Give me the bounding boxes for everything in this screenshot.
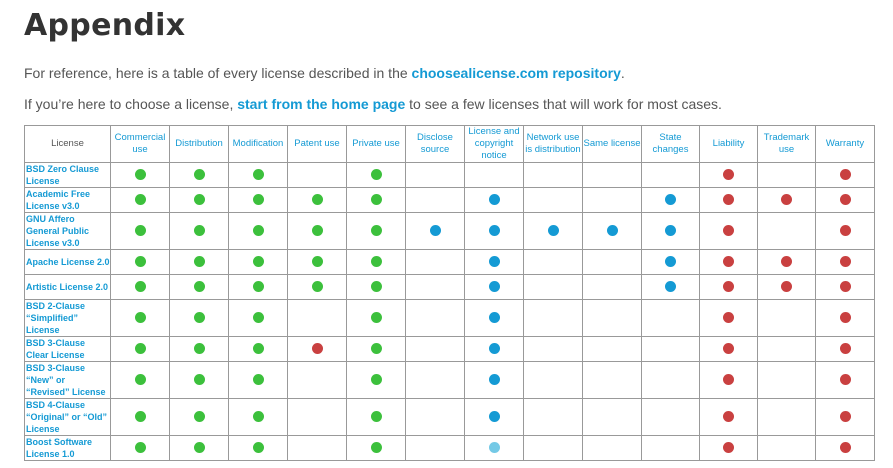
condition-dot-icon — [489, 374, 500, 385]
table-cell-liability — [700, 163, 758, 188]
condition-dot-icon — [665, 256, 676, 267]
table-cell-state-changes — [642, 337, 700, 362]
table-cell-distribution — [170, 188, 229, 213]
table-cell-private-use — [347, 213, 406, 250]
table-cell-patent-use — [288, 163, 347, 188]
table-cell-warranty — [816, 399, 875, 436]
table-cell-same-license — [583, 163, 642, 188]
intro-paragraph-1 — [24, 65, 625, 81]
table-row — [25, 399, 875, 436]
condition-dot-icon — [489, 312, 500, 323]
table-cell-patent-use — [288, 188, 347, 213]
table-cell-patent-use — [288, 362, 347, 399]
table-cell-disclose-source — [406, 362, 465, 399]
permission-dot-icon — [371, 374, 382, 385]
table-cell-state-changes — [642, 188, 700, 213]
limitation-dot-icon — [840, 411, 851, 422]
table-cell-liability — [700, 300, 758, 337]
limitation-dot-icon — [781, 281, 792, 292]
permission-dot-icon — [253, 225, 264, 236]
condition-dot-icon — [489, 225, 500, 236]
permission-dot-icon — [371, 225, 382, 236]
limitation-dot-icon — [723, 169, 734, 180]
table-cell-same-license — [583, 399, 642, 436]
license-name-link[interactable]: BSD 4-Clause “Original” or “Old” License — [25, 399, 111, 436]
table-cell-disclose-source — [406, 250, 465, 275]
license-name-link[interactable]: BSD Zero Clause License — [25, 163, 111, 188]
table-cell-warranty — [816, 300, 875, 337]
limitation-dot-icon — [723, 312, 734, 323]
table-cell-same-license — [583, 188, 642, 213]
table-row — [25, 250, 875, 275]
condition-dot-icon — [430, 225, 441, 236]
permission-dot-icon — [253, 442, 264, 453]
permission-dot-icon — [371, 442, 382, 453]
table-cell-state-changes — [642, 362, 700, 399]
repository-link[interactable]: choosealicense.com repository — [411, 65, 621, 81]
table-row — [25, 163, 875, 188]
home-page-link[interactable]: start from the home page — [237, 96, 406, 112]
table-row — [25, 337, 875, 362]
table-body — [25, 163, 875, 461]
limitation-dot-icon — [723, 281, 734, 292]
table-cell-commercial-use — [111, 436, 170, 461]
table-cell-commercial-use — [111, 300, 170, 337]
table-cell-warranty — [816, 275, 875, 300]
table-cell-same-license — [583, 250, 642, 275]
table-cell-liability — [700, 250, 758, 275]
page-title: Appendix — [24, 8, 186, 43]
table-cell-distribution — [170, 163, 229, 188]
license-name-link[interactable]: BSD 3-Clause Clear License — [25, 337, 111, 362]
table-cell-trademark-use — [758, 275, 816, 300]
column-header-distribution: Distribution — [170, 126, 229, 163]
limitation-dot-icon — [723, 194, 734, 205]
column-header-disclose-source: Disclose source — [406, 126, 465, 163]
license-name-link[interactable]: GNU Affero General Public License v3.0 — [25, 213, 111, 250]
table-cell-license-and-copyright-notice — [465, 399, 524, 436]
table-cell-network-use-is-distribution — [524, 300, 583, 337]
table-cell-trademark-use — [758, 250, 816, 275]
permission-dot-icon — [194, 194, 205, 205]
limitation-dot-icon — [781, 256, 792, 267]
table-cell-private-use — [347, 250, 406, 275]
license-name-link[interactable]: Boost Software License 1.0 — [25, 436, 111, 461]
table-cell-warranty — [816, 436, 875, 461]
table-cell-trademark-use — [758, 300, 816, 337]
column-header-liability: Liability — [700, 126, 758, 163]
permission-dot-icon — [194, 442, 205, 453]
table-cell-liability — [700, 337, 758, 362]
table-cell-network-use-is-distribution — [524, 213, 583, 250]
table-cell-same-license — [583, 362, 642, 399]
table-row — [25, 213, 875, 250]
table-cell-trademark-use — [758, 362, 816, 399]
table-cell-patent-use — [288, 399, 347, 436]
intro-paragraph-2 — [24, 96, 722, 112]
intro-2-end: to see a few licenses that will work for most cases. — [405, 96, 722, 112]
table-cell-license-and-copyright-notice — [465, 300, 524, 337]
table-cell-trademark-use — [758, 436, 816, 461]
table-cell-liability — [700, 362, 758, 399]
table-cell-private-use — [347, 337, 406, 362]
permission-dot-icon — [194, 312, 205, 323]
table-cell-license-and-copyright-notice — [465, 362, 524, 399]
table-cell-network-use-is-distribution — [524, 250, 583, 275]
column-header-commercial-use: Commercial use — [111, 126, 170, 163]
permission-dot-icon — [135, 225, 146, 236]
limitation-dot-icon — [723, 256, 734, 267]
table-cell-network-use-is-distribution — [524, 337, 583, 362]
table-cell-disclose-source — [406, 337, 465, 362]
table-cell-commercial-use — [111, 250, 170, 275]
table-cell-warranty — [816, 250, 875, 275]
table-cell-network-use-is-distribution — [524, 188, 583, 213]
permission-dot-icon — [135, 281, 146, 292]
condition-dot-icon — [489, 411, 500, 422]
table-cell-same-license — [583, 436, 642, 461]
permission-dot-icon — [253, 281, 264, 292]
permission-dot-icon — [194, 343, 205, 354]
permission-dot-icon — [194, 281, 205, 292]
table-cell-modification — [229, 213, 288, 250]
table-cell-warranty — [816, 337, 875, 362]
table-cell-distribution — [170, 337, 229, 362]
table-cell-same-license — [583, 337, 642, 362]
table-cell-network-use-is-distribution — [524, 275, 583, 300]
limitation-dot-icon — [781, 194, 792, 205]
condition-dot-icon — [548, 225, 559, 236]
column-header-patent-use: Patent use — [288, 126, 347, 163]
table-cell-private-use — [347, 188, 406, 213]
limitation-dot-icon — [723, 374, 734, 385]
table-cell-state-changes — [642, 275, 700, 300]
table-cell-trademark-use — [758, 399, 816, 436]
permission-dot-icon — [253, 312, 264, 323]
table-cell-modification — [229, 362, 288, 399]
table-cell-patent-use — [288, 436, 347, 461]
table-cell-license-and-copyright-notice — [465, 163, 524, 188]
table-cell-same-license — [583, 275, 642, 300]
permission-dot-icon — [371, 169, 382, 180]
table-cell-disclose-source — [406, 300, 465, 337]
limitation-dot-icon — [840, 442, 851, 453]
table-cell-private-use — [347, 275, 406, 300]
permission-dot-icon — [135, 343, 146, 354]
table-cell-network-use-is-distribution — [524, 436, 583, 461]
limitation-dot-icon — [840, 225, 851, 236]
permission-dot-icon — [135, 256, 146, 267]
table-cell-private-use — [347, 163, 406, 188]
condition-dot-icon — [489, 442, 500, 453]
column-header-private-use: Private use — [347, 126, 406, 163]
table-cell-commercial-use — [111, 362, 170, 399]
limitation-dot-icon — [840, 194, 851, 205]
table-cell-commercial-use — [111, 188, 170, 213]
table-row — [25, 300, 875, 337]
column-header-network-use-is-distribution: Network use is distribution — [524, 126, 583, 163]
table-cell-disclose-source — [406, 163, 465, 188]
permission-dot-icon — [371, 343, 382, 354]
table-cell-trademark-use — [758, 213, 816, 250]
table-row — [25, 275, 875, 300]
permission-dot-icon — [312, 281, 323, 292]
condition-dot-icon — [665, 194, 676, 205]
condition-dot-icon — [665, 225, 676, 236]
table-cell-commercial-use — [111, 163, 170, 188]
table-cell-patent-use — [288, 250, 347, 275]
table-cell-commercial-use — [111, 337, 170, 362]
table-cell-modification — [229, 163, 288, 188]
table-cell-modification — [229, 188, 288, 213]
table-cell-distribution — [170, 362, 229, 399]
permission-dot-icon — [135, 169, 146, 180]
table-cell-network-use-is-distribution — [524, 362, 583, 399]
table-cell-disclose-source — [406, 399, 465, 436]
table-cell-trademark-use — [758, 163, 816, 188]
limitation-dot-icon — [840, 343, 851, 354]
table-cell-patent-use — [288, 337, 347, 362]
table-cell-trademark-use — [758, 337, 816, 362]
table-cell-distribution — [170, 250, 229, 275]
condition-dot-icon — [489, 343, 500, 354]
permission-dot-icon — [253, 343, 264, 354]
condition-dot-icon — [489, 281, 500, 292]
table-cell-trademark-use — [758, 188, 816, 213]
table-cell-network-use-is-distribution — [524, 399, 583, 436]
table-cell-state-changes — [642, 436, 700, 461]
table-cell-liability — [700, 399, 758, 436]
table-cell-warranty — [816, 188, 875, 213]
table-cell-private-use — [347, 399, 406, 436]
permission-dot-icon — [194, 169, 205, 180]
table-cell-private-use — [347, 362, 406, 399]
limitation-dot-icon — [723, 225, 734, 236]
permission-dot-icon — [253, 169, 264, 180]
table-cell-modification — [229, 250, 288, 275]
table-cell-disclose-source — [406, 188, 465, 213]
column-header-warranty: Warranty — [816, 126, 875, 163]
intro-1-end: . — [620, 65, 625, 81]
license-name-link[interactable]: Academic Free License v3.0 — [25, 188, 111, 213]
limitation-dot-icon — [840, 374, 851, 385]
table-cell-modification — [229, 300, 288, 337]
permission-dot-icon — [371, 256, 382, 267]
table-cell-license-and-copyright-notice — [465, 213, 524, 250]
permission-dot-icon — [312, 256, 323, 267]
column-header-same-license: Same license — [583, 126, 642, 163]
table-cell-distribution — [170, 399, 229, 436]
permission-dot-icon — [135, 312, 146, 323]
permission-dot-icon — [371, 281, 382, 292]
table-cell-commercial-use — [111, 399, 170, 436]
table-cell-license-and-copyright-notice — [465, 436, 524, 461]
license-name-link[interactable]: Artistic License 2.0 — [25, 275, 111, 300]
table-cell-modification — [229, 275, 288, 300]
condition-dot-icon — [489, 256, 500, 267]
table-row — [25, 362, 875, 399]
table-cell-distribution — [170, 213, 229, 250]
table-cell-state-changes — [642, 300, 700, 337]
limitation-dot-icon — [840, 312, 851, 323]
permission-dot-icon — [371, 411, 382, 422]
table-cell-private-use — [347, 436, 406, 461]
permission-dot-icon — [194, 256, 205, 267]
table-cell-distribution — [170, 300, 229, 337]
table-cell-liability — [700, 188, 758, 213]
license-name-link[interactable]: Apache License 2.0 — [25, 250, 111, 275]
table-cell-warranty — [816, 213, 875, 250]
permission-dot-icon — [194, 225, 205, 236]
table-cell-liability — [700, 275, 758, 300]
column-header-trademark-use: Trademark use — [758, 126, 816, 163]
table-cell-commercial-use — [111, 213, 170, 250]
table-cell-same-license — [583, 300, 642, 337]
table-cell-private-use — [347, 300, 406, 337]
limitation-dot-icon — [723, 343, 734, 354]
limitation-dot-icon — [723, 411, 734, 422]
permission-dot-icon — [194, 374, 205, 385]
table-cell-license-and-copyright-notice — [465, 188, 524, 213]
permission-dot-icon — [135, 411, 146, 422]
table-cell-state-changes — [642, 213, 700, 250]
table-cell-patent-use — [288, 275, 347, 300]
permission-dot-icon — [194, 411, 205, 422]
permission-dot-icon — [253, 256, 264, 267]
permission-dot-icon — [371, 194, 382, 205]
limitation-dot-icon — [840, 169, 851, 180]
table-row — [25, 188, 875, 213]
permission-dot-icon — [135, 374, 146, 385]
permission-dot-icon — [312, 225, 323, 236]
license-table — [24, 125, 875, 461]
permission-dot-icon — [253, 411, 264, 422]
table-header-row — [25, 126, 875, 163]
column-header-state-changes: State changes — [642, 126, 700, 163]
permission-dot-icon — [253, 374, 264, 385]
table-cell-modification — [229, 337, 288, 362]
table-cell-patent-use — [288, 300, 347, 337]
intro-2-text: If you’re here to choose a license, — [24, 96, 238, 112]
table-cell-state-changes — [642, 163, 700, 188]
table-cell-distribution — [170, 275, 229, 300]
limitation-dot-icon — [723, 442, 734, 453]
table-cell-state-changes — [642, 250, 700, 275]
table-cell-disclose-source — [406, 436, 465, 461]
table-cell-license-and-copyright-notice — [465, 337, 524, 362]
table-cell-same-license — [583, 213, 642, 250]
license-name-link[interactable]: BSD 2-Clause “Simplified” License — [25, 300, 111, 337]
condition-dot-icon — [489, 194, 500, 205]
table-cell-license-and-copyright-notice — [465, 250, 524, 275]
permission-dot-icon — [253, 194, 264, 205]
permission-dot-icon — [135, 194, 146, 205]
table-cell-patent-use — [288, 213, 347, 250]
permission-dot-icon — [312, 194, 323, 205]
limitation-dot-icon — [840, 256, 851, 267]
column-header-license-and-copyright-notice: License and copyright notice — [465, 126, 524, 163]
table-cell-liability — [700, 436, 758, 461]
intro-1-text: For reference, here is a table of every license described in the — [24, 65, 412, 81]
table-cell-distribution — [170, 436, 229, 461]
table-row — [25, 436, 875, 461]
table-cell-state-changes — [642, 399, 700, 436]
table-cell-network-use-is-distribution — [524, 163, 583, 188]
permission-dot-icon — [135, 442, 146, 453]
table-cell-liability — [700, 213, 758, 250]
table-cell-modification — [229, 399, 288, 436]
table-cell-warranty — [816, 163, 875, 188]
table-cell-modification — [229, 436, 288, 461]
condition-dot-icon — [665, 281, 676, 292]
limitation-dot-icon — [840, 281, 851, 292]
table-cell-disclose-source — [406, 213, 465, 250]
limitation-dot-icon — [312, 343, 323, 354]
column-header-modification: Modification — [229, 126, 288, 163]
condition-dot-icon — [607, 225, 618, 236]
license-name-link[interactable]: BSD 3-Clause “New” or “Revised” License — [25, 362, 111, 399]
permission-dot-icon — [371, 312, 382, 323]
table-cell-license-and-copyright-notice — [465, 275, 524, 300]
table-cell-commercial-use — [111, 275, 170, 300]
column-header-license: License — [25, 126, 111, 163]
table-cell-disclose-source — [406, 275, 465, 300]
table-cell-warranty — [816, 362, 875, 399]
